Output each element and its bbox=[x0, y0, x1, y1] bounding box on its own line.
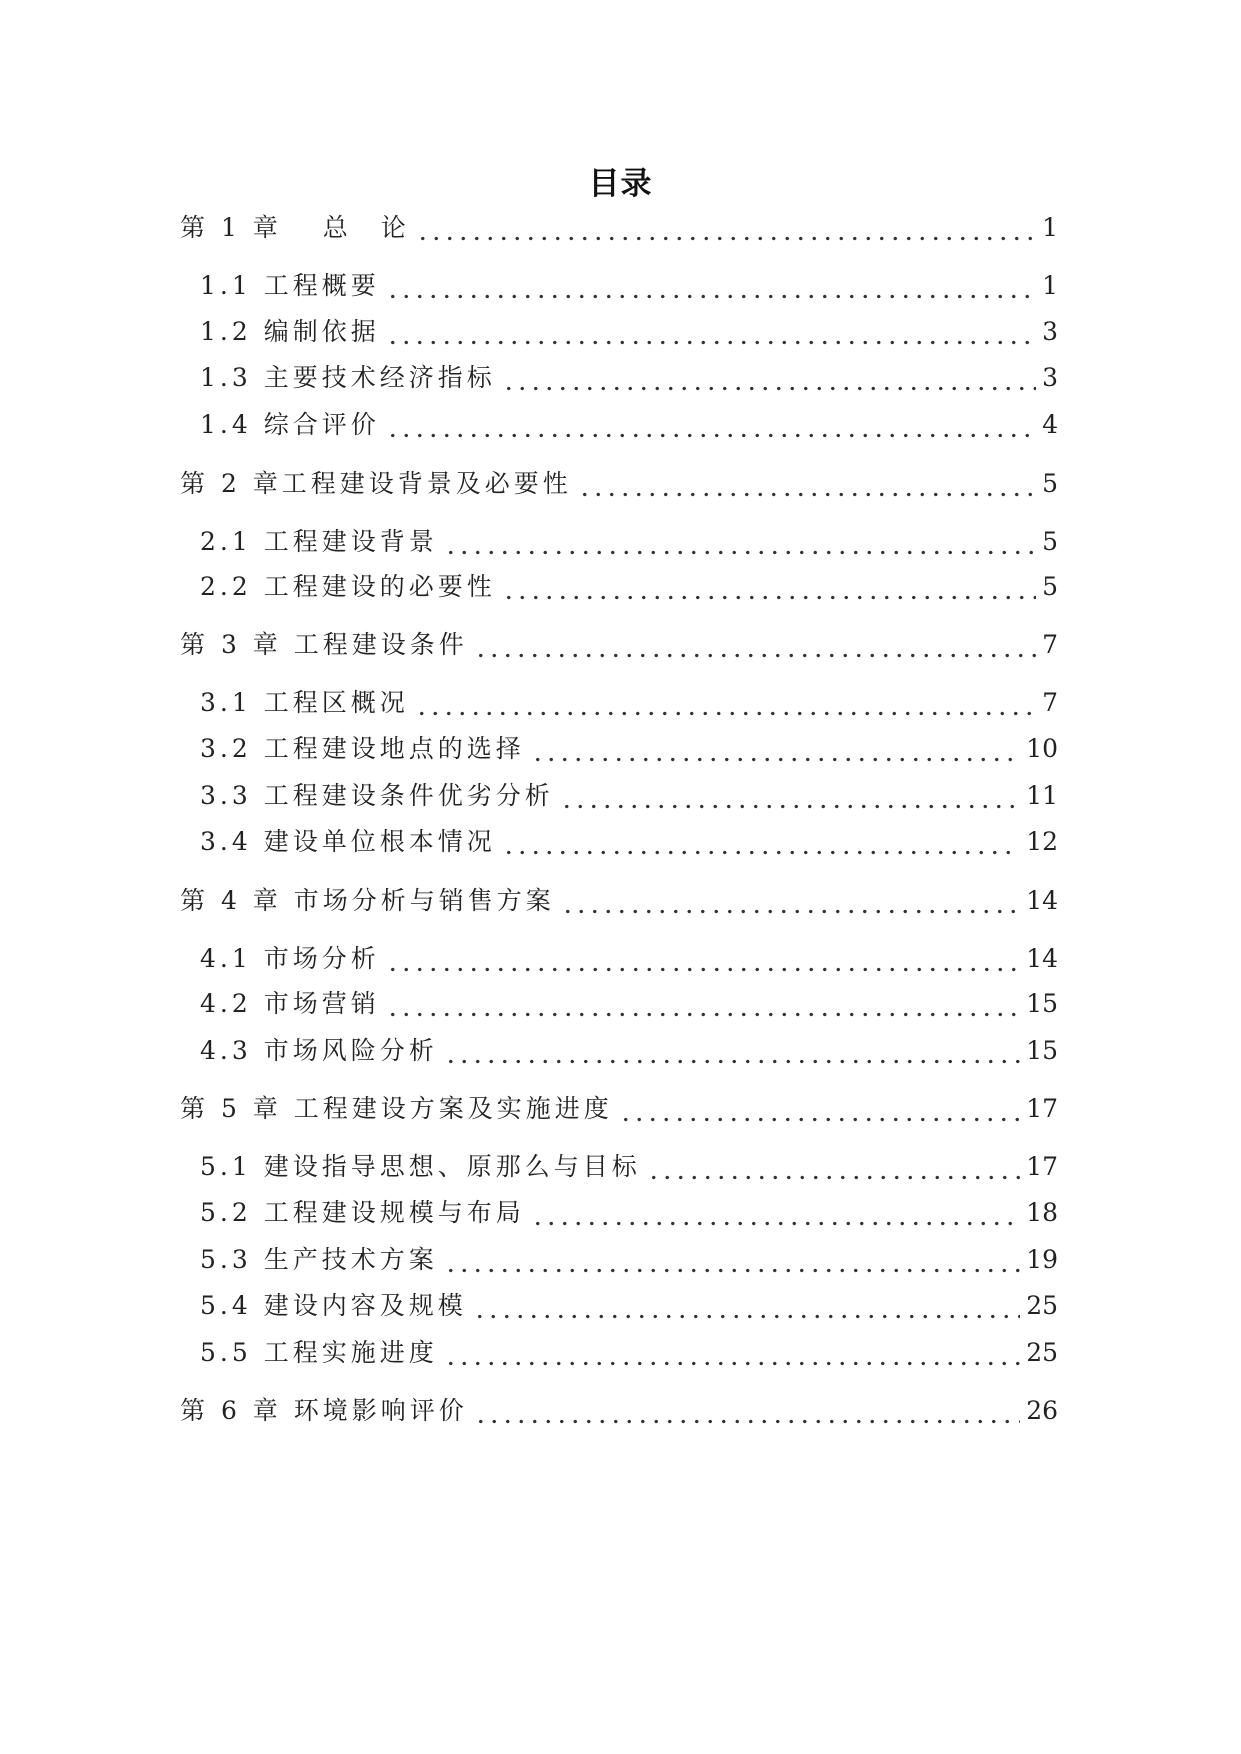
toc-page-number: 5 bbox=[1042, 527, 1058, 556]
toc-page-number: 7 bbox=[1042, 688, 1058, 717]
toc-entry-label: 5.4 建设内容及规模 bbox=[200, 1291, 467, 1320]
toc-chapter-entry bbox=[180, 883, 1058, 919]
toc-page-number: 5 bbox=[1042, 572, 1058, 601]
toc-entry-label: 第 2 章工程建设背景及必要性 bbox=[180, 469, 572, 498]
toc-chapter-entry bbox=[180, 1393, 1058, 1429]
toc-entry-label: 4.2 市场营销 bbox=[200, 989, 380, 1018]
toc-section-entry bbox=[200, 360, 1058, 396]
dot-leader bbox=[386, 268, 1036, 304]
toc-chapter-entry bbox=[180, 466, 1058, 502]
dot-leader bbox=[560, 778, 1020, 814]
dot-leader bbox=[386, 314, 1036, 350]
dot-leader bbox=[502, 569, 1036, 605]
dot-leader bbox=[386, 407, 1036, 443]
toc-entry-label: 5.1 建设指导思想、原那么与目标 bbox=[200, 1152, 641, 1181]
toc-page-number: 15 bbox=[1026, 1036, 1058, 1065]
toc-page-number: 25 bbox=[1026, 1291, 1058, 1320]
toc-entry-label: 第 1 章 总 论 bbox=[180, 213, 410, 242]
toc-chapter-entry bbox=[180, 1091, 1058, 1127]
toc-entry-label: 1.3 主要技术经济指标 bbox=[200, 363, 496, 392]
toc-page-number: 26 bbox=[1026, 1396, 1058, 1425]
toc-page-number: 3 bbox=[1042, 317, 1058, 346]
dot-leader bbox=[444, 524, 1036, 560]
dot-leader bbox=[647, 1149, 1020, 1185]
toc-page-number: 19 bbox=[1026, 1245, 1058, 1274]
dot-leader bbox=[561, 883, 1020, 919]
toc-page-number: 17 bbox=[1026, 1094, 1058, 1123]
toc-section-entry bbox=[200, 1149, 1058, 1185]
toc-page-number: 7 bbox=[1042, 630, 1058, 659]
dot-leader bbox=[386, 941, 1020, 977]
toc-page-number: 14 bbox=[1026, 886, 1058, 915]
toc-page-number: 1 bbox=[1042, 213, 1058, 242]
toc-page-number: 25 bbox=[1026, 1338, 1058, 1367]
toc-entry-label: 5.2 工程建设规模与布局 bbox=[200, 1198, 525, 1227]
toc-section-entry bbox=[200, 685, 1058, 721]
dot-leader bbox=[502, 360, 1036, 396]
toc-entry-label: 4.3 市场风险分析 bbox=[200, 1036, 438, 1065]
toc-page-number: 1 bbox=[1042, 271, 1058, 300]
toc-section-entry bbox=[200, 1242, 1058, 1278]
toc-entry-label: 1.4 综合评价 bbox=[200, 410, 380, 439]
toc-section-entry bbox=[200, 1033, 1058, 1069]
toc-page-number: 5 bbox=[1042, 469, 1058, 498]
toc-section-entry bbox=[200, 1288, 1058, 1324]
toc-entry-label: 4.1 市场分析 bbox=[200, 944, 380, 973]
page-title: 目录 bbox=[588, 166, 653, 202]
toc-page-number: 18 bbox=[1026, 1198, 1058, 1227]
toc-page-number: 15 bbox=[1026, 989, 1058, 1018]
toc-entry-label: 第 6 章 环境影响评价 bbox=[180, 1396, 468, 1425]
toc-entry-label: 第 4 章 市场分析与销售方案 bbox=[180, 886, 555, 915]
toc-section-entry bbox=[200, 1335, 1058, 1371]
dot-leader bbox=[416, 210, 1036, 246]
toc-entry-label: 2.2 工程建设的必要性 bbox=[200, 572, 496, 601]
toc-entry-label: 5.3 生产技术方案 bbox=[200, 1245, 438, 1274]
toc-entry-label: 1.1 工程概要 bbox=[200, 271, 380, 300]
toc-entry-label: 3.4 建设单位根本情况 bbox=[200, 827, 496, 856]
toc-section-entry bbox=[200, 268, 1058, 304]
dot-leader bbox=[415, 685, 1036, 721]
dot-leader bbox=[531, 1195, 1020, 1231]
toc-page-number: 12 bbox=[1026, 827, 1058, 856]
toc-section-entry bbox=[200, 1195, 1058, 1231]
toc-section-entry bbox=[200, 524, 1058, 560]
dot-leader bbox=[474, 627, 1036, 663]
toc-page-number: 14 bbox=[1026, 944, 1058, 973]
toc-entry-label: 3.2 工程建设地点的选择 bbox=[200, 734, 525, 763]
toc-entry-label: 第 5 章 工程建设方案及实施进度 bbox=[180, 1094, 613, 1123]
dot-leader bbox=[444, 1242, 1020, 1278]
toc-section-entry bbox=[200, 569, 1058, 605]
toc-page-number: 10 bbox=[1026, 734, 1058, 763]
dot-leader bbox=[473, 1288, 1020, 1324]
toc-page-number: 11 bbox=[1026, 781, 1058, 810]
toc-chapter-entry bbox=[180, 210, 1058, 246]
dot-leader bbox=[444, 1033, 1020, 1069]
toc-section-entry bbox=[200, 407, 1058, 443]
toc-section-entry bbox=[200, 986, 1058, 1022]
toc-entry-label: 2.1 工程建设背景 bbox=[200, 527, 438, 556]
dot-leader bbox=[531, 731, 1020, 767]
toc-section-entry bbox=[200, 941, 1058, 977]
toc-entry-label: 第 3 章 工程建设条件 bbox=[180, 630, 468, 659]
toc-section-entry bbox=[200, 314, 1058, 350]
toc-entry-label: 5.5 工程实施进度 bbox=[200, 1338, 438, 1367]
toc-page-number: 3 bbox=[1042, 363, 1058, 392]
dot-leader bbox=[619, 1091, 1020, 1127]
toc-entry-label: 1.2 编制依据 bbox=[200, 317, 380, 346]
toc-page-number: 17 bbox=[1026, 1152, 1058, 1181]
dot-leader bbox=[386, 986, 1020, 1022]
dot-leader bbox=[502, 824, 1020, 860]
toc-entry-label: 3.1 工程区概况 bbox=[200, 688, 409, 717]
toc-page-number: 4 bbox=[1042, 410, 1058, 439]
dot-leader bbox=[578, 466, 1036, 502]
dot-leader bbox=[474, 1393, 1020, 1429]
toc-section-entry bbox=[200, 778, 1058, 814]
dot-leader bbox=[444, 1335, 1020, 1371]
toc-chapter-entry bbox=[180, 627, 1058, 663]
toc-section-entry bbox=[200, 731, 1058, 767]
toc-entry-label: 3.3 工程建设条件优劣分析 bbox=[200, 781, 554, 810]
toc-section-entry bbox=[200, 824, 1058, 860]
